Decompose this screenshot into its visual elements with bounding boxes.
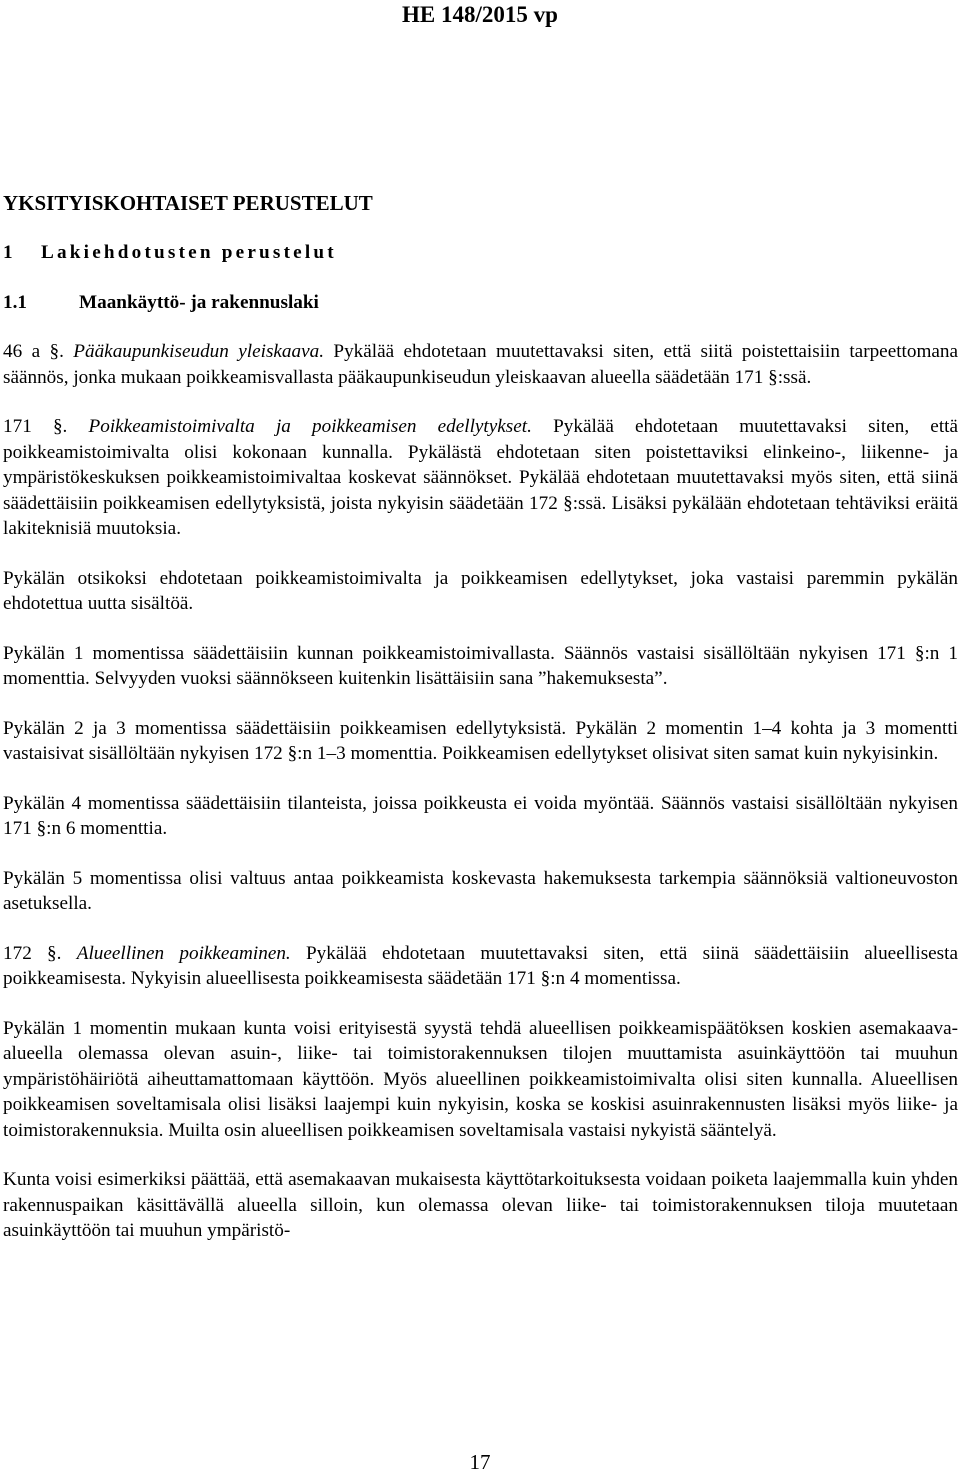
- paragraph-46a-text: Pykälää ehdotetaan muutettavaksi siten, että siitä poistettaisiin tarpeettomana säännös, jonka mukaan poikkeamisvallasta pääkaupunkiseudun yleiskaavan alueella säädetään 171 §:ssä.: [3, 341, 959, 388]
- document-body: [3, 190, 958, 1244]
- section-title-171: Poikkeamistoimivalta ja poikkeamisen edellytykset.: [88, 416, 532, 437]
- paragraph-172-text: Pykälää ehdotetaan muutettavaksi siten, että siinä säädettäisiin alueellisesta poikkeamisesta. Nykyisin alueellisesta poikkeamisesta säädetään 171 §:n 4 momentissa.: [3, 942, 958, 989]
- section-ref-172: 172 §.: [3, 942, 62, 964]
- paragraph-171: [3, 414, 958, 542]
- section-title-172: Alueellinen poikkeaminen.: [76, 942, 291, 964]
- heading-1: [3, 240, 958, 266]
- section-title-46a: Pääkaupunkiseudun yleiskaava.: [73, 341, 325, 362]
- paragraph-172-momentti-1: Pykälän 1 momentin mukaan kunta voisi erityisestä syystä tehdä alueellisen poikkeamispäätöksen koskien asemakaava-alueella olemassa olevan asuin-, liike- tai toimistorakennuksen tilojen muuttamista asuinkäyttöön tai muuhun ympäristöhäiriötä aiheuttamattomaan käyttöön. Myös alueellinen poikkeamistoimivalta olisi siten kunnalla. Alueellisen poikkeamisen soveltamisala olisi lisäksi laajempi kuin nykyisin, koska se koskisi asuinrakennusten lisäksi myös liike- ja toimistorakennuksia. Muilta osin alueellisen poikkeamisen soveltamisala vastaisi nykyistä sääntelyä.: [3, 1017, 958, 1141]
- paragraph-momentti-4: Pykälän 4 momentissa säädettäisiin tilanteista, joissa poikkeusta ei voida myöntää. Säännös vastaisi sisällöltään nykyisen 171 §:n 6 momenttia.: [3, 792, 958, 839]
- paragraph-172: [3, 941, 958, 992]
- paragraph-kunta: Kunta voisi esimerkiksi päättää, että asemakaavan mukaisesta käyttötarkoituksesta voidaan poiketa laajemmalla kuin yhden rakennuspaikan käsittävällä alueella silloin, kun olemassa olevan liike- tai toimistorakennuksen tiloja muutetaan asuinkäyttöön tai muuhun ympäristö-: [3, 1169, 958, 1241]
- paragraph-otsikko: Pykälän otsikoksi ehdotetaan poikkeamistoimivalta ja poikkeamisen edellytykset, joka vastaisi paremmin pykälän ehdotettua uutta sisältöä.: [3, 567, 958, 614]
- paragraph-momentti-5: Pykälän 5 momentissa olisi valtuus antaa poikkeamista koskevasta hakemuksesta tarkempia säännöksiä valtioneuvoston asetuksella.: [3, 867, 958, 914]
- page-number: 17: [469, 1450, 491, 1474]
- paragraph-momentti-2-3: Pykälän 2 ja 3 momentissa säädettäisiin poikkeamisen edellytyksistä. Pykälän 2 momentin 1–4 kohta ja 3 momentti vastaisivat sisällöltään nykyisen 172 §:n 1–3 momenttia. Poikkeamisen edellytykset olisivat siten samat kuin nykyisinkin.: [3, 717, 958, 764]
- heading-2-number: 1.1: [3, 291, 27, 313]
- heading-1-title: Lakiehdotusten perustelut: [41, 242, 337, 263]
- paragraph-momentti-1: Pykälän 1 momentissa säädettäisiin kunnan poikkeamistoimivallasta. Säännös vastaisi sisällöltään nykyisen 171 §:n 1 momenttia. Selvyyden vuoksi säännökseen kuitenkin lisättäisiin sana ”hakemuksesta”.: [3, 642, 958, 689]
- heading-2: [3, 290, 958, 316]
- section-ref-46a: 46 a §.: [3, 341, 64, 362]
- heading-1-number: 1: [3, 242, 13, 263]
- section-title: YKSITYISKOHTAISET PERUSTELUT: [3, 191, 373, 215]
- section-ref-171: 171 §.: [3, 416, 68, 437]
- document-header: HE 148/2015 vp: [402, 2, 558, 27]
- paragraph-46a: [3, 339, 958, 390]
- paragraph-171-text: Pykälää ehdotetaan muutettavaksi siten, että poikkeamistoimivalta olisi kokonaan kunnalla. Pykälästä ehdotetaan siten poistettaviksi elinkeino-, liikenne- ja ympäristökeskuksen poikkeamistoimivaltaa koskevat säännökset. Pykälää ehdotetaan muutettavaksi myös siten, että siinä säädettäisiin poikkeamisen edellytyksistä, joista nykyisin säädetään 172 §:ssä. Lisäksi pykälään ehdotetaan tehtäviksi eräitä lakiteknisiä muutoksia.: [3, 416, 958, 539]
- heading-2-title: Maankäyttö- ja rakennuslaki: [79, 291, 319, 313]
